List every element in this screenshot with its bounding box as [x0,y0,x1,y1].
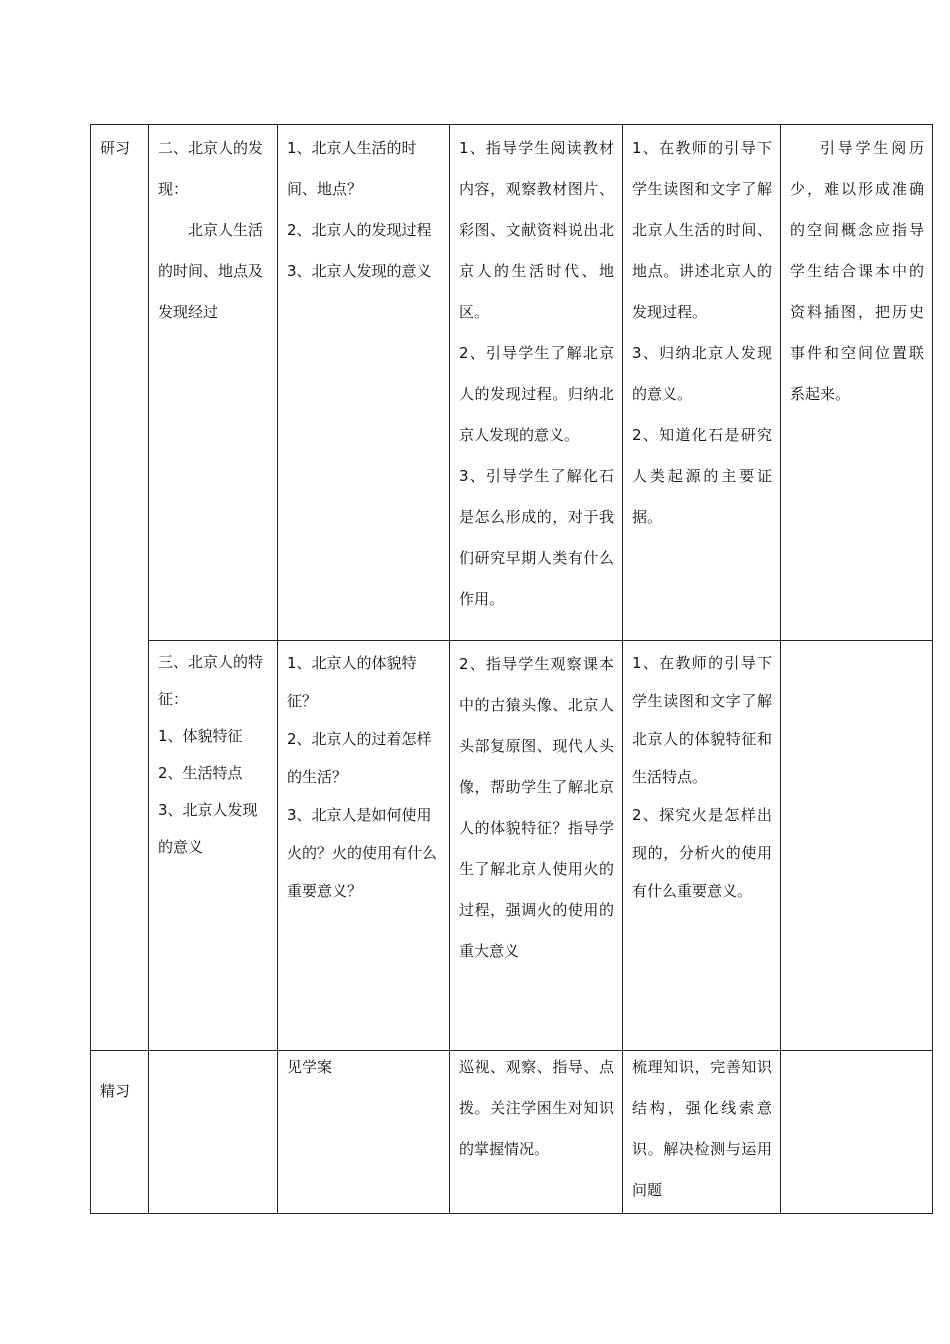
question-item: 2、北京人的发现过程 [287,221,432,239]
teacher-item: 2、引导学生了解北京人的发现过程。归纳北京人发现的意义。 [459,344,614,444]
teacher-item: 3、引导学生了解化石是怎么形成的，对于我们研究早期人类有什么作用。 [459,467,614,608]
table-row [91,641,933,1051]
lesson-plan-table [90,124,933,1214]
content-cell [149,641,278,1051]
student-item: 梳理知识，完善知识结构，强化线索意识。解决检测与运用问题 [632,1058,772,1199]
teacher-item: 2、指导学生观察课本中的古猿头像、北京人头部复原图、现代人头像，帮助学生了解北京人的体貌特征？指导学生了解北京人使用火的过程，强调火的使用的重大意义 [459,655,614,960]
student-item: 1、在教师的引导下学生读图和文字了解北京人生活的时间、地点。讲述北京人的发现过程。 [632,139,772,321]
question-item: 见学案 [287,1058,333,1076]
questions-cell [278,641,450,1051]
student-item: 3、归纳北京人发现的意义。 [632,344,772,403]
student-activity-cell [623,641,781,1051]
teacher-activity-cell [450,641,623,1051]
content-line: 1、体貌特征 [158,727,243,745]
content-cell [149,125,278,641]
question-item: 1、北京人生活的时间、地点？ [287,139,417,198]
stage-cell [91,1051,149,1214]
question-item: 3、北京人发现的意义 [287,262,432,280]
questions-cell [278,1051,450,1214]
content-line: 3、北京人发现的意义 [158,801,258,856]
question-item: 1、北京人的体貌特征？ [287,654,417,710]
table-row [91,1051,933,1214]
content-cell [149,1051,278,1214]
teacher-activity-cell [450,1051,623,1214]
stage-label: 精习 [100,1082,131,1100]
content-heading: 三、北京人的特征： [158,653,264,708]
teacher-item: 巡视、观察、指导、点拨。关注学困生对知识的掌握情况。 [459,1058,614,1158]
notes-cell [781,641,933,1051]
student-activity-cell [623,125,781,641]
student-item: 2、知道化石是研究人类起源的主要证据。 [632,426,772,526]
student-item: 2、探究火是怎样出现的，分析火的使用有什么重要意义。 [632,806,772,900]
notes-cell [781,125,933,641]
content-line: 2、生活特点 [158,764,243,782]
teacher-activity-cell [450,125,623,641]
content-line: 北京人生活的时间、地点及发现经过 [158,221,264,321]
notes-cell [781,1051,933,1214]
question-item: 3、北京人是如何使用火的？火的使用有什么重要意义？ [287,806,438,900]
questions-cell [278,125,450,641]
notes-item: 引导学生阅历少，难以形成准确的空间概念应指导学生结合课本中的资料插图，把历史事件和空间位置联系起来。 [790,139,924,403]
stage-cell [91,125,149,1051]
stage-label: 研习 [100,139,131,157]
student-item: 1、在教师的引导下学生读图和文字了解北京人的体貌特征和生活特点。 [632,654,772,786]
teacher-item: 1、指导学生阅读教材内容，观察教材图片、彩图、文献资料说出北京人的生活时代、地区。 [459,139,614,321]
table-row [91,125,933,641]
content-heading: 二、北京人的发现： [158,139,264,198]
student-activity-cell [623,1051,781,1214]
question-item: 2、北京人的过着怎样的生活？ [287,730,432,786]
